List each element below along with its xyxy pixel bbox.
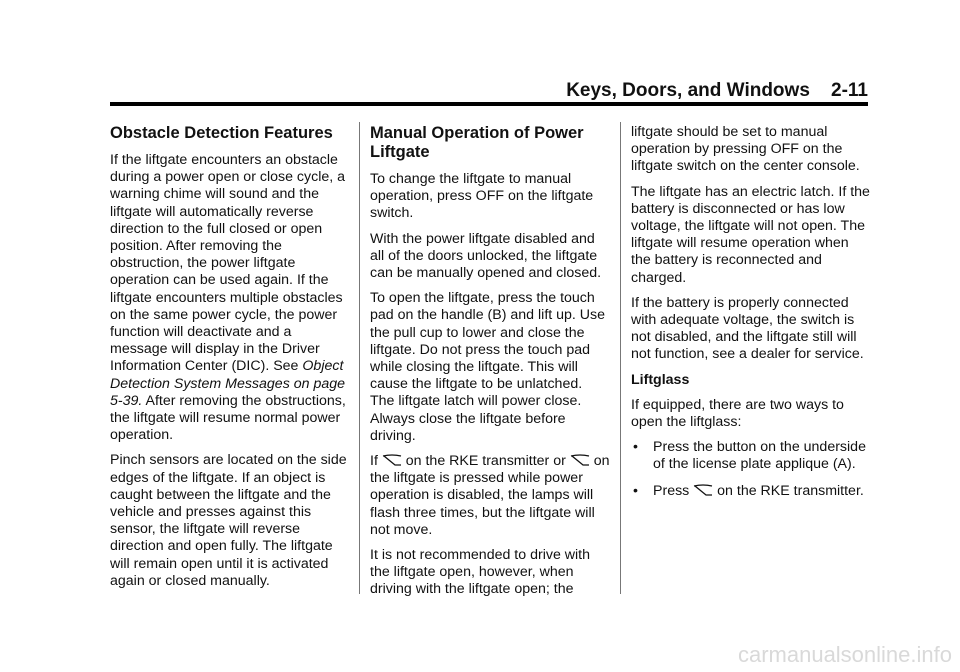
text: on the RKE transmitter or [401,453,570,470]
section-heading-manual-operation: Manual Operation of Power Liftgate [370,124,584,161]
text: Press the button on the underside of the license plate applique (A). [653,439,866,473]
paragraph: The liftgate has an electric latch. If the battery is disconnected or has low voltage, the liftgate will not open. The liftgate will resume operation when the battery is reconnected and charged. [631,183,870,286]
subheading-liftglass: Liftglass [631,371,690,388]
paragraph [370,453,610,539]
column-2 [370,124,610,607]
liftgate-icon [382,454,402,466]
watermark: carmanualsonline.info [737,642,952,667]
text: Press [653,482,694,499]
header-rule [110,102,868,106]
section-heading-obstacle: Obstacle Detection Features [110,124,333,142]
liftgate-icon [570,454,590,466]
cross-reference-link[interactable]: Object Detection System Messages on page 5-39. [110,358,346,409]
column-3 [631,124,871,509]
bullet-icon: • [633,482,638,499]
text: If [370,453,382,470]
paragraph: liftgate should be set to manual operation by pressing OFF on the liftgate switch on the center console. [631,124,860,175]
bullet-icon: • [633,439,638,456]
list-item [631,439,871,473]
text: on the liftgate is pressed while power operation is disabled, the lamps will flash three times, but the liftgate will not move. [370,453,610,538]
paragraph: To change the liftgate to manual operation, press OFF on the liftgate switch. [370,171,594,222]
header-title: Keys, Doors, and Windows [566,80,810,101]
bullet-list [631,439,871,500]
column-1 [110,124,348,598]
column-divider [620,122,621,594]
paragraph [110,152,348,444]
paragraph: It is not recommended to drive with the liftgate open, however, when driving with the liftgate open; the [370,547,591,598]
text: After removing the obstructions, the liftgate will resume normal power operation. [110,392,346,444]
paragraph: To open the liftgate, press the touch pad on the handle (B) and lift up. Use the pull cup to lower and close the liftgate. Do not press the touch pad while closing the liftgate. This will cause the liftgate to be unlatched. The liftgate latch will power close. Always close the liftgate before driving. [370,290,606,444]
text: If the liftgate encounters an obstacle during a power open or close cycle, a warning chime will sound and the liftgate will automatically reverse direction to the full closed or open position. After removing the obstruction, the power liftgate operation can be used again. If the liftgate encounters multiple obstacles on the same power cycle, the power function will deactivate and a message will display in the Driver Information Center (DIC). See [110,152,346,375]
paragraph: With the power liftgate disabled and all of the doors unlocked, the liftgate can be manually opened and closed. [370,230,602,282]
text: on the RKE transmitter. [713,482,864,499]
paragraph: If the battery is properly connected with adequate voltage, the switch is not disabled, and the liftgate still will not function, see a dealer for service. [631,294,864,363]
liftgate-icon [693,484,713,496]
page-number: 2-11 [831,80,868,101]
list-item [631,483,871,500]
column-divider [359,122,360,594]
paragraph: Pinch sensors are located on the side edges of the liftgate. If an object is caught between the liftgate and the vehicle and presses against this sensor, the liftgate will reverse direction and open fully. The liftgate will remain open until it is activated again or closed manually. [110,452,347,589]
page-header [566,80,868,102]
paragraph: If equipped, there are two ways to open the liftglass: [631,396,844,431]
